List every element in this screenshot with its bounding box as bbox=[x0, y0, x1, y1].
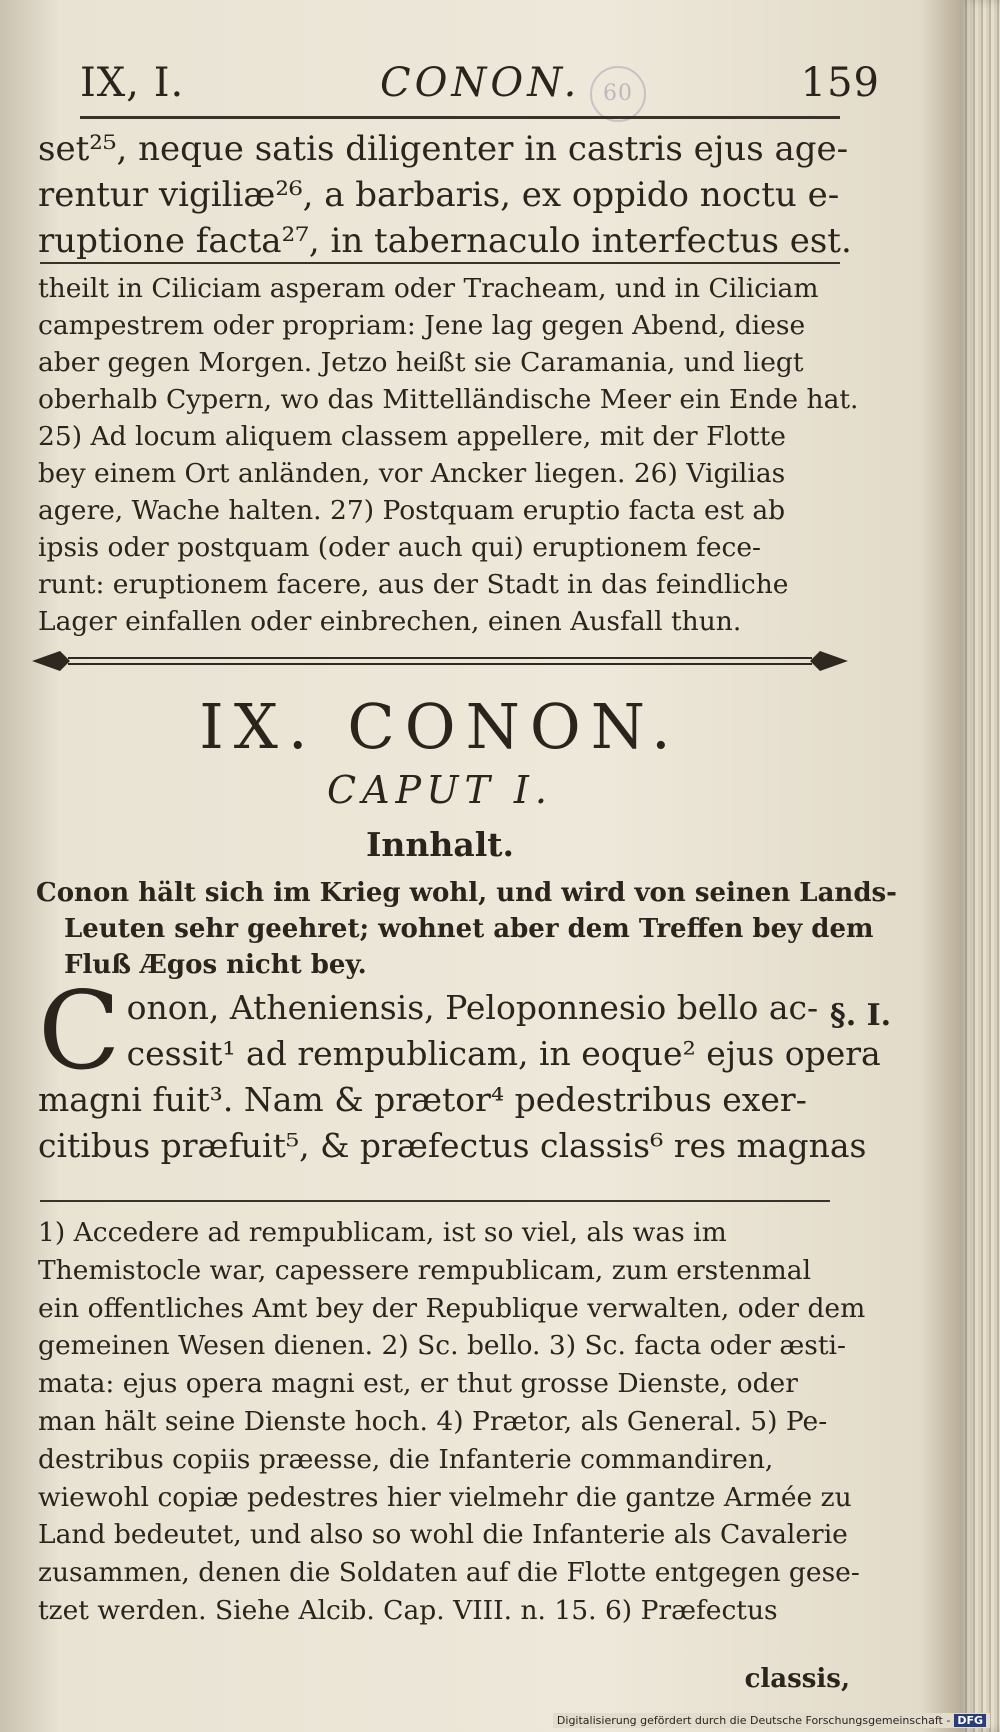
dfg-logo: DFG bbox=[954, 1714, 986, 1727]
chapter-caput: CAPUT I. bbox=[327, 768, 553, 812]
note-line: theilt in Ciliciam asperam oder Tracheam, und in Ciliciam bbox=[38, 273, 819, 304]
note-line: tzet werden. Siehe Alcib. Cap. VIII. n. 15. 6) Præfectus bbox=[38, 1594, 778, 1626]
footnote-rule-top bbox=[40, 262, 840, 264]
note-line: ein offentliches Amt bey der Republique verwalten, oder dem bbox=[38, 1292, 866, 1324]
text-line: ruptione facta²⁷, in tabernaculo interfectus est. bbox=[38, 221, 852, 261]
note-line: gemeinen Wesen dienen. 2) Sc. bello. 3) Sc. facta oder æsti- bbox=[38, 1330, 846, 1362]
note-line: Themistocle war, capessere rempublicam, zum erstenmal bbox=[38, 1254, 812, 1286]
book-page bbox=[30, 40, 910, 1694]
note-line: Land bedeutet, und also so wohl die Infanterie als Cavalerie bbox=[38, 1519, 848, 1551]
note-line: man hält seine Dienste hoch. 4) Prætor, als General. 5) Pe- bbox=[38, 1405, 828, 1437]
running-head bbox=[80, 60, 880, 112]
credit-text: Digitalisierung gefördert durch die Deutsche Forschungsgemeinschaft - bbox=[556, 1714, 951, 1727]
section-marker: §. I. bbox=[830, 998, 892, 1033]
footnote-rule-bottom bbox=[40, 1200, 830, 1202]
note-line: wiewohl copiæ pedestres hier vielmehr die gantze Armée zu bbox=[38, 1481, 852, 1513]
note-line: runt: eruptionem facere, aus der Stadt in das feindliche bbox=[38, 569, 789, 600]
note-line: bey einem Ort anländen, vor Ancker liegen. 26) Vigilias bbox=[38, 458, 786, 489]
note-line: ipsis oder postquam (oder auch qui) eruptionem fece- bbox=[38, 532, 762, 563]
footnotes-top bbox=[38, 270, 859, 640]
paragraph-line: onon, Atheniensis, Peloponnesio bello ac- bbox=[126, 988, 819, 1027]
note-line: agere, Wache halten. 27) Postquam eruptio facta est ab bbox=[38, 495, 786, 526]
note-line: aber gegen Morgen. Jetzo heißt sie Caramania, und liegt bbox=[38, 347, 804, 378]
book-page-edges bbox=[962, 0, 1000, 1732]
paragraph-line: magni fuit³. Nam & prætor⁴ pedestribus exer- bbox=[38, 1080, 807, 1119]
header-rule bbox=[80, 116, 840, 119]
paragraph-line: cessit¹ ad rempublicam, in eoque² ejus opera bbox=[126, 1034, 881, 1073]
chapter-title: IX. CONON. bbox=[199, 690, 681, 763]
note-line: Lager einfallen oder einbrechen, einen Ausfall thun. bbox=[38, 606, 742, 637]
main-paragraph bbox=[38, 969, 881, 1169]
running-head-title: CONON. bbox=[380, 60, 581, 106]
note-line: zusammen, denen die Soldaten auf die Flotte entgegen gese- bbox=[38, 1557, 860, 1589]
summary-line: Conon hält sich im Krieg wohl, und wird von seinen Lands- bbox=[36, 878, 897, 908]
summary-line: Fluß Ægos nicht bey. bbox=[64, 950, 367, 980]
library-stamp: 60 bbox=[590, 66, 646, 122]
contents-heading: Innhalt. bbox=[365, 825, 515, 864]
note-line: campestrem oder propriam: Jene lag gegen Abend, diese bbox=[38, 310, 806, 341]
catchword: classis, bbox=[744, 1664, 850, 1694]
text-line: rentur vigiliæ²⁶, a barbaris, ex oppido noctu e- bbox=[38, 175, 840, 215]
ornamental-divider bbox=[30, 645, 850, 677]
chapter-summary bbox=[36, 875, 897, 983]
summary-line: Leuten sehr geehret; wohnet aber dem Treffen bey dem bbox=[64, 914, 874, 944]
footnotes-bottom bbox=[38, 1214, 866, 1630]
digitization-credit bbox=[553, 1713, 990, 1728]
text-line: set²⁵, neque satis diligenter in castris ejus age- bbox=[38, 129, 849, 169]
note-line: 25) Ad locum aliquem classem appellere, mit der Flotte bbox=[38, 421, 786, 452]
note-line: 1) Accedere ad rempublicam, ist so viel, als was im bbox=[38, 1217, 727, 1248]
page-number: 159 bbox=[800, 60, 880, 106]
drop-cap: C bbox=[38, 969, 121, 1094]
latin-text-top bbox=[38, 126, 852, 264]
note-line: mata: ejus opera magni est, er thut grosse Dienste, oder bbox=[38, 1368, 798, 1400]
paragraph-line: citibus præfuit⁵, & præfectus classis⁶ res magnas bbox=[38, 1126, 867, 1165]
note-line: oberhalb Cypern, wo das Mittelländische Meer ein Ende hat. bbox=[38, 384, 859, 415]
running-head-chapter: IX, I. bbox=[80, 60, 185, 106]
note-line: destribus copiis præesse, die Infanterie commandiren, bbox=[38, 1443, 774, 1475]
